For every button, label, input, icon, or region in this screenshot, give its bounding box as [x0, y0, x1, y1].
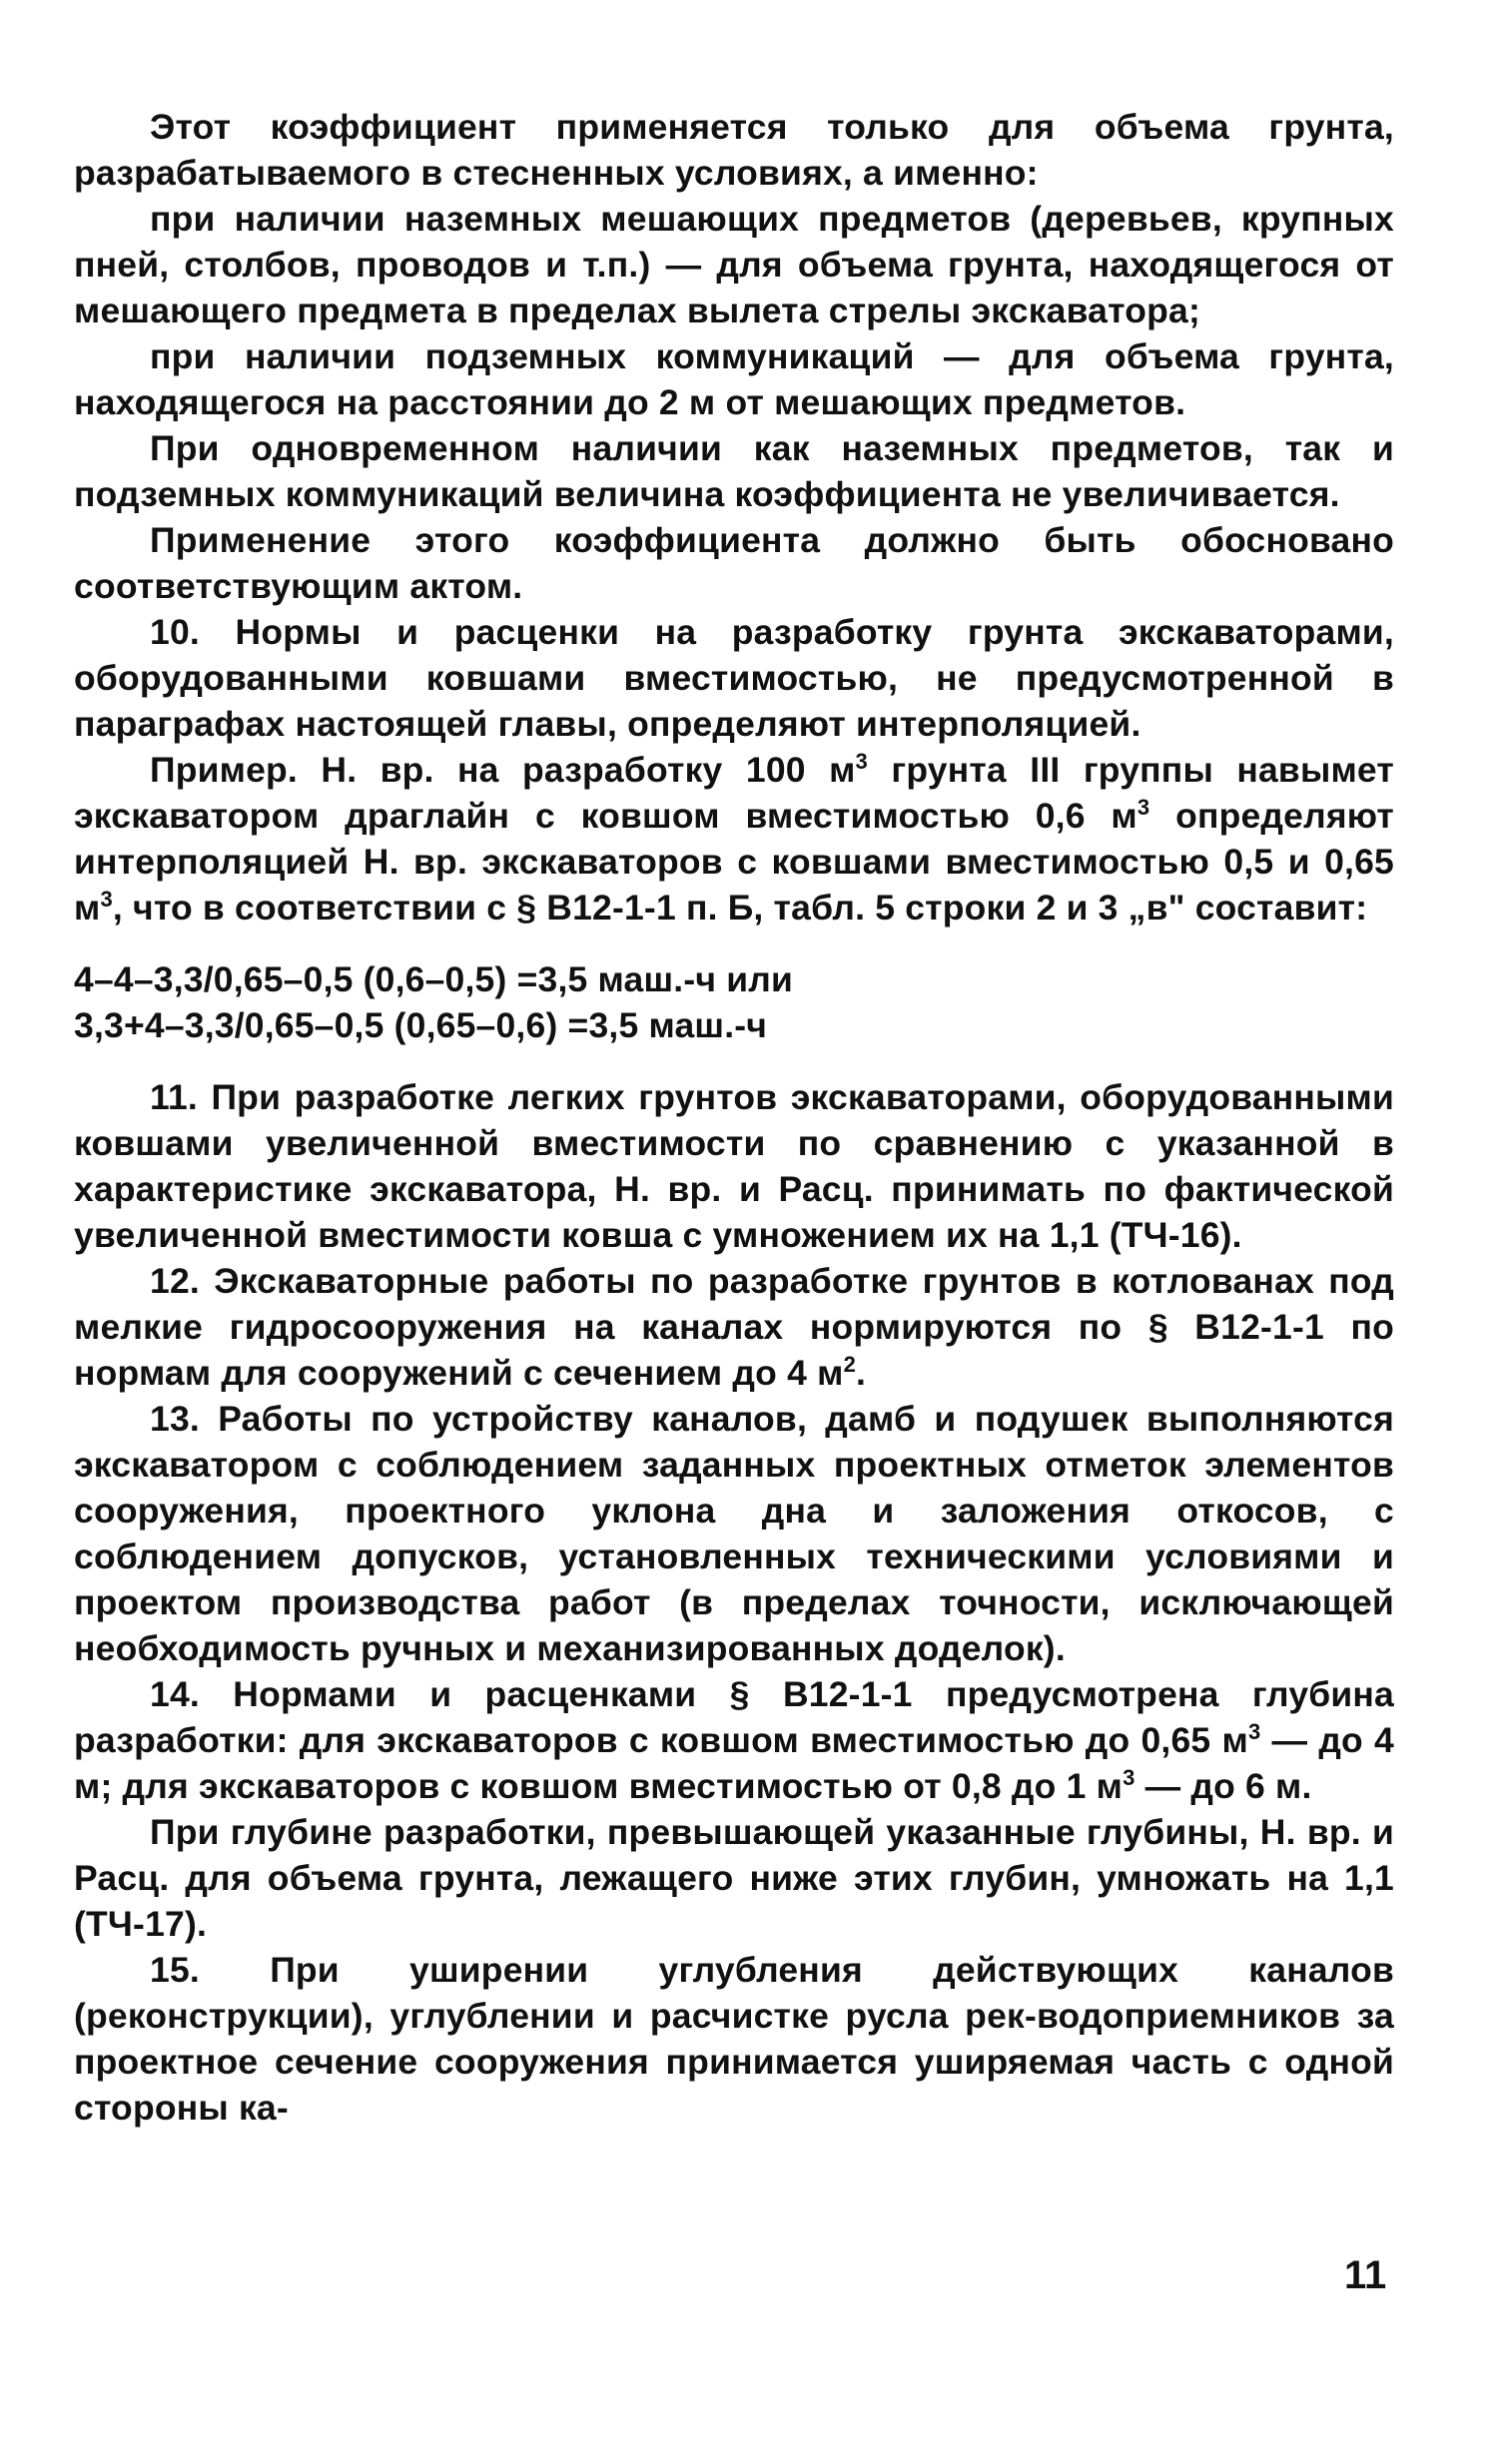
- example-text-4: , что в соответствии с § В12-1-1 п. Б, табл. 5 строки 2 и 3 „в" составит:: [112, 888, 1368, 927]
- paragraph-simultaneous-presence: При одновременном наличии как наземных предметов, так и подземных коммуникаций величина коэффициента не увеличивается.: [74, 428, 1394, 514]
- document-page: [74, 104, 1394, 2131]
- paragraph-item-10: 10. Нормы и расценки на разработку грунта экскаваторами, оборудованными ковшами вместимостью, не предусмотренной в параграфах настоящей главы, определяют интерполяцией.: [74, 612, 1394, 744]
- paragraph-underground-utilities: при наличии подземных коммуникаций — для объема грунта, находящегося на расстоянии до 2 м от мешающих предметов.: [74, 336, 1394, 422]
- item-14-sup-1: 3: [1247, 1719, 1261, 1745]
- item-14-sup-2: 3: [1123, 1765, 1135, 1791]
- item-12-tail: .: [856, 1353, 867, 1393]
- paragraph-coefficient-intro: Этот коэффициент применяется только для объема грунта, разрабатываемого в стесненных условиях, а именно:: [74, 107, 1394, 193]
- formula-line-2: 3,3+4–3,3/0,65–0,5 (0,65–0,6) =3,5 маш.-ч: [74, 1005, 768, 1045]
- paragraph-item-13: 13. Работы по устройству каналов, дамб и подушек выполняются экскаватором с соблюдением заданных проектных отметок элементов сооружения, проектного уклона дна и заложения откосов, с соблюдением допусков, установленных техническими условиями и проектом производства работ (в пределах точности, исключающей необходимость ручных и механизированных доделок).: [74, 1399, 1394, 1668]
- paragraph-surface-obstacles: при наличии наземных мешающих предметов (деревьев, крупных пней, столбов, проводов и т.п.) — для объема грунта, находящегося от мешающего предмета в пределах вылета стрелы экскаватора;: [74, 199, 1394, 330]
- paragraph-item-14: [74, 1671, 1394, 1809]
- example-text-2: грунта III группы навымет экскаватором драглайн с ковшом вместимостью 0,6 м: [74, 750, 1394, 836]
- example-sup-3: 3: [100, 887, 113, 913]
- example-sup-1: 3: [855, 749, 868, 775]
- paragraph-depth-multiplier: При глубине разработки, превышающей указанные глубины, Н. вр. и Расц. для объема грунта, лежащего ниже этих глубин, умножать на 1,1 (ТЧ-17).: [74, 1812, 1394, 1944]
- item-14-text-3: — до 6 м.: [1134, 1766, 1312, 1806]
- example-sup-2: 3: [1136, 795, 1150, 821]
- paragraph-item-12: [74, 1258, 1394, 1396]
- formula-block: [74, 956, 1394, 1048]
- page-number: 11: [1344, 2253, 1387, 2297]
- item-12-text: 12. Экскаваторные работы по разработке грунтов в котлованах под мелкие гидросооружения на каналах нормируются по § В12-1-1 по нормам для сооружений с сечением до 4 м: [74, 1261, 1394, 1393]
- item-14-text-2: — до 4 м; для экскаваторов с ковшом вместимостью от 0,8 до 1 м: [74, 1720, 1394, 1806]
- paragraph-item-15: 15. При уширении углубления действующих каналов (реконструкции), углублении и расчистке русла рек-водоприемников за проектное сечение сооружения принимается уширяемая часть с одной стороны ка-: [74, 1950, 1394, 2128]
- item-12-sup: 2: [843, 1352, 856, 1378]
- paragraph-example: [74, 747, 1394, 930]
- paragraph-item-11: 11. При разработке легких грунтов экскаваторами, оборудованными ковшами увеличенной вместимости по сравнению с указанной в характеристике экскаватора, Н. вр. и Расц. принимать по фактической увеличенной вместимости ковша с умножением их на 1,1 (ТЧ-16).: [74, 1077, 1394, 1255]
- example-text-1: Н. вр. на разработку 100 м: [297, 750, 856, 790]
- example-label: Пример.: [150, 750, 298, 790]
- paragraph-justification: Применение этого коэффициента должно быть обосновано соответствующим актом.: [74, 520, 1394, 606]
- example-text-3: определяют интерполяцией Н. вр. экскаваторов с ковшами вместимостью 0,5 и 0,65 м: [74, 796, 1394, 927]
- item-14-text-1: 14. Нормами и расценками § В12-1-1 предусмотрена глубина разработки: для экскаваторов с ковшом вместимостью до 0,65 м: [74, 1674, 1394, 1760]
- formula-line-1: 4–4–3,3/0,65–0,5 (0,6–0,5) =3,5 маш.-ч или: [74, 959, 794, 999]
